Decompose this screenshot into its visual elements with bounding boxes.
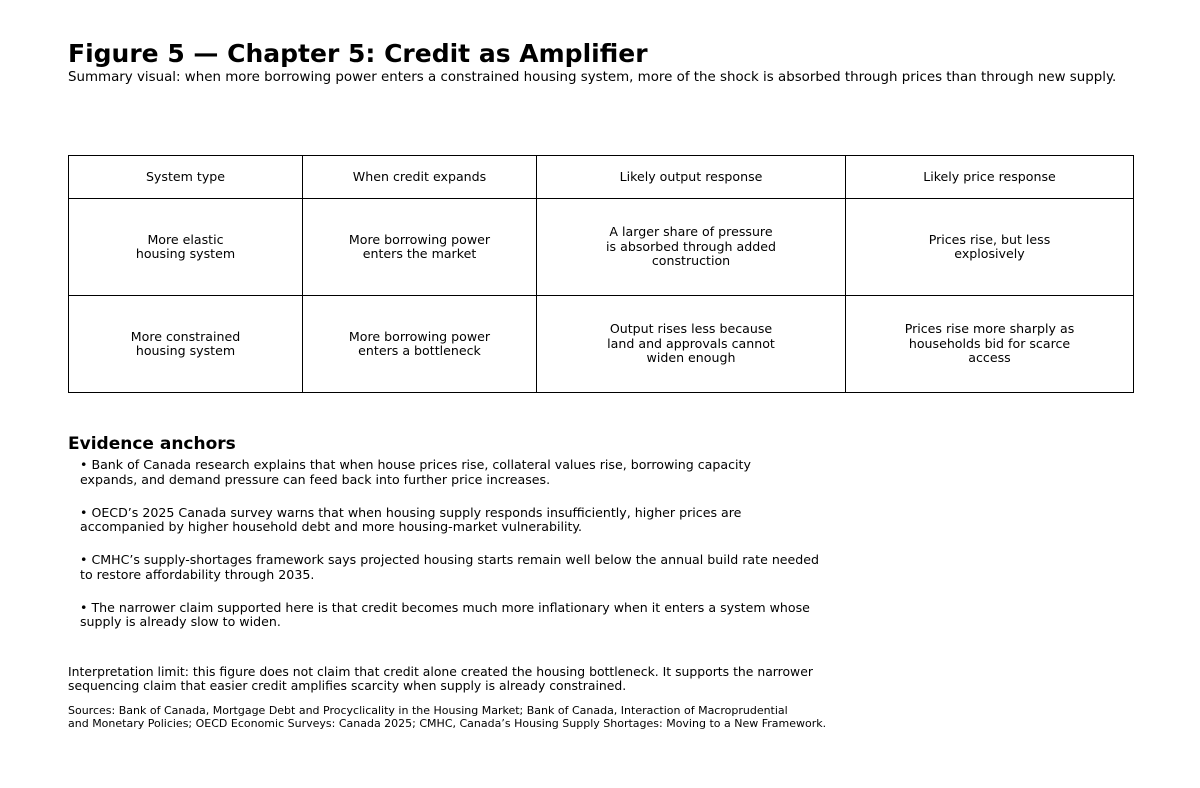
list-item: • OECD’s 2025 Canada survey warns that when housing supply responds insufficiently, higher prices are accompanied by higher household debt and more housing-market vulnerability. bbox=[80, 506, 840, 535]
header-when-credit-expands: When credit expands bbox=[303, 156, 537, 199]
table-cell: More borrowing power enters the market bbox=[303, 199, 537, 296]
table-header-row bbox=[69, 156, 1134, 199]
interpretation-limit: Interpretation limit: this figure does not claim that credit alone created the housing bottleneck. It supports the narrower sequencing claim that easier credit amplifies scarcity when supply is already constrained. bbox=[68, 664, 813, 694]
credit-response-table bbox=[68, 155, 1134, 393]
header-likely-price-response: Likely price response bbox=[846, 156, 1134, 199]
sources-note: Sources: Bank of Canada, Mortgage Debt and Procyclicality in the Housing Market; Bank of Canada, Interaction of Macroprudential and Monetary Policies; OECD Economic Surveys: Canada 2025; CMHC, Canada’s Housing Supply Shortages: Moving to a New Framework. bbox=[68, 704, 827, 730]
figure-title: Figure 5 — Chapter 5: Credit as Amplifier bbox=[68, 39, 648, 68]
table-cell: More borrowing power enters a bottleneck bbox=[303, 296, 537, 393]
figure-subtitle: Summary visual: when more borrowing power enters a constrained housing system, more of the shock is absorbed through prices than through new supply. bbox=[68, 70, 1117, 85]
list-item: • Bank of Canada research explains that when house prices rise, collateral values rise, borrowing capacity expands, and demand pressure can feed back into further price increases. bbox=[80, 458, 840, 487]
table-cell: More elastic housing system bbox=[69, 199, 303, 296]
evidence-list bbox=[80, 458, 840, 648]
list-item: • The narrower claim supported here is that credit becomes much more inflationary when it enters a system whose supply is already slow to widen. bbox=[80, 601, 840, 630]
table-cell: A larger share of pressure is absorbed through added construction bbox=[537, 199, 846, 296]
evidence-heading: Evidence anchors bbox=[68, 434, 236, 454]
header-likely-output-response: Likely output response bbox=[537, 156, 846, 199]
table-row bbox=[69, 296, 1134, 393]
list-item: • CMHC’s supply-shortages framework says projected housing starts remain well below the annual build rate needed to restore affordability through 2035. bbox=[80, 553, 840, 582]
table-cell: More constrained housing system bbox=[69, 296, 303, 393]
table-cell: Prices rise more sharply as households bid for scarce access bbox=[846, 296, 1134, 393]
table-row bbox=[69, 199, 1134, 296]
header-system-type: System type bbox=[69, 156, 303, 199]
table-cell: Prices rise, but less explosively bbox=[846, 199, 1134, 296]
table-cell: Output rises less because land and approvals cannot widen enough bbox=[537, 296, 846, 393]
